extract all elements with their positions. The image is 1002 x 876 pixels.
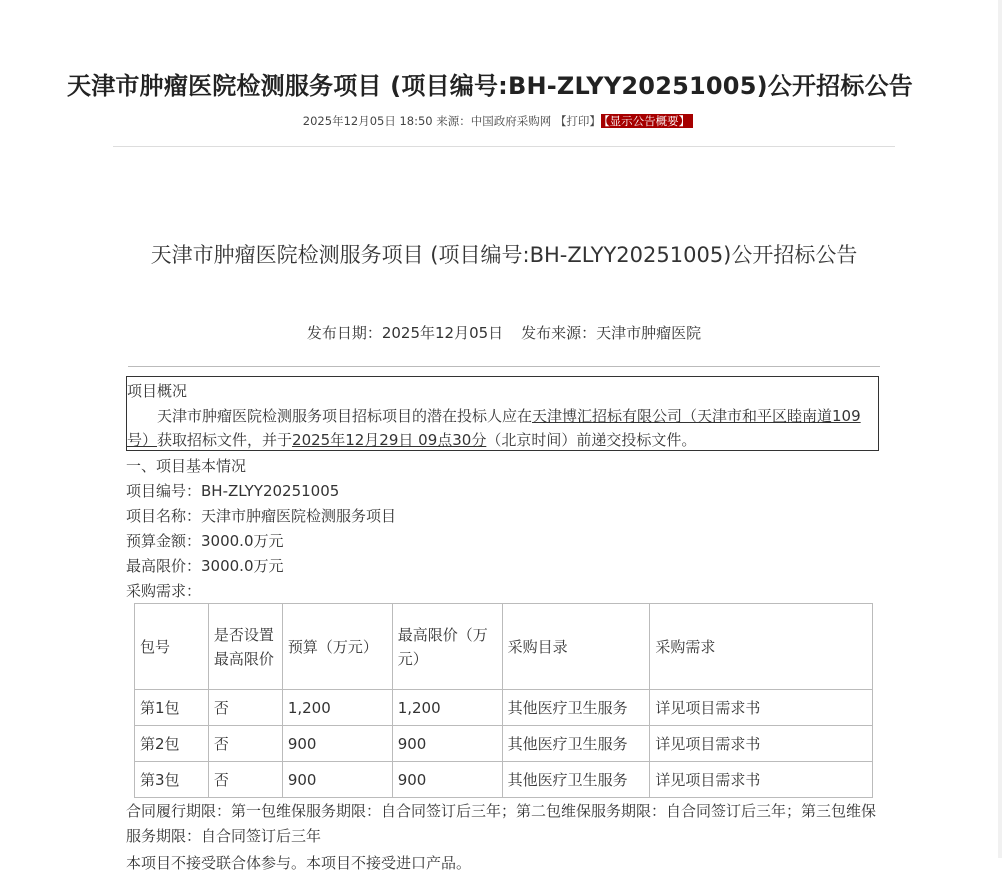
- overview-text: 天津市肿瘤医院检测服务项目招标项目的潜在投标人应在: [157, 406, 533, 425]
- overview-text: （北京时间）前递交投标文件。: [486, 431, 697, 449]
- table-cell: 详见项目需求书: [650, 762, 873, 798]
- publish-date: 发布日期：2025年12月05日: [306, 324, 504, 342]
- table-header-cell: 最高限价（万元）: [392, 604, 502, 690]
- max-price: 最高限价：3000.0万元: [126, 557, 284, 575]
- table-cell: 详见项目需求书: [650, 726, 873, 762]
- overview-text: 获取招标文件，并于: [157, 431, 293, 449]
- overview-paragraph: [127, 404, 878, 453]
- print-link[interactable]: 【打印】: [554, 114, 601, 128]
- project-overview-box: [126, 376, 879, 451]
- overview-heading: 项目概况: [127, 382, 188, 400]
- table-cell: 1,200: [282, 690, 392, 726]
- contract-period: 合同履行期限：第一包维保服务期限：自合同签订后三年；第二包维保服务期限：自合同签订后三年；第三包维保服务期限：自合同签订后三年: [126, 802, 877, 845]
- project-number: 项目编号：BH-ZLYY20251005: [126, 482, 340, 500]
- scrollbar[interactable]: [998, 0, 1002, 858]
- table-cell: 否: [208, 690, 282, 726]
- table-cell: 其他医疗卫生服务: [502, 726, 650, 762]
- table-cell: 第2包: [135, 726, 209, 762]
- table-header-cell: 包号: [135, 604, 209, 690]
- table-header-cell: 采购需求: [650, 604, 873, 690]
- table-header-cell: 预算（万元）: [282, 604, 392, 690]
- table-header-row: [135, 604, 873, 690]
- table-header-cell: 采购目录: [502, 604, 650, 690]
- table-cell: 其他医疗卫生服务: [502, 690, 650, 726]
- agency-address: 天津博汇招标有限公司（天津市和平区睦南道109号）: [127, 406, 861, 449]
- publish-datetime-source: 2025年12月05日 18:50 来源：中国政府采购网: [302, 114, 552, 128]
- bid-deadline: 2025年12月29日 09点30分: [292, 431, 487, 449]
- show-summary-button[interactable]: 【显示公告概要】: [601, 114, 693, 128]
- table-row: [135, 762, 873, 798]
- divider: [128, 366, 880, 367]
- document-title: 天津市肿瘤医院检测服务项目 (项目编号:BH-ZLYY20251005)公开招标公告: [150, 243, 858, 267]
- announcement-meta: [0, 113, 996, 129]
- page-title: 天津市肿瘤医院检测服务项目 (项目编号:BH-ZLYY20251005)公开招标公告: [67, 72, 913, 101]
- table-cell: 否: [208, 762, 282, 798]
- table-cell: 900: [282, 726, 392, 762]
- basic-info: [126, 454, 886, 604]
- table-cell: 900: [392, 726, 502, 762]
- table-row: [135, 726, 873, 762]
- contract-note: 本项目不接受联合体参与。本项目不接受进口产品。: [126, 854, 472, 872]
- table-cell: 第3包: [135, 762, 209, 798]
- divider: [113, 146, 895, 147]
- publish-info: [128, 322, 880, 343]
- table-cell: 详见项目需求书: [650, 690, 873, 726]
- publish-source: 发布来源：天津市肿瘤医院: [521, 324, 702, 342]
- table-cell: 900: [392, 762, 502, 798]
- project-name: 项目名称：天津市肿瘤医院检测服务项目: [126, 507, 397, 525]
- table-cell: 1,200: [392, 690, 502, 726]
- purchase-table: [134, 603, 873, 798]
- table-header-cell: 是否设置最高限价: [208, 604, 282, 690]
- table-row: [135, 690, 873, 726]
- table-cell: 否: [208, 726, 282, 762]
- needs-label: 采购需求：: [126, 582, 202, 600]
- table-cell: 900: [282, 762, 392, 798]
- section-title: 一、项目基本情况: [126, 457, 247, 475]
- table-cell: 第1包: [135, 690, 209, 726]
- table-cell: 其他医疗卫生服务: [502, 762, 650, 798]
- budget-amount: 预算金额：3000.0万元: [126, 532, 284, 550]
